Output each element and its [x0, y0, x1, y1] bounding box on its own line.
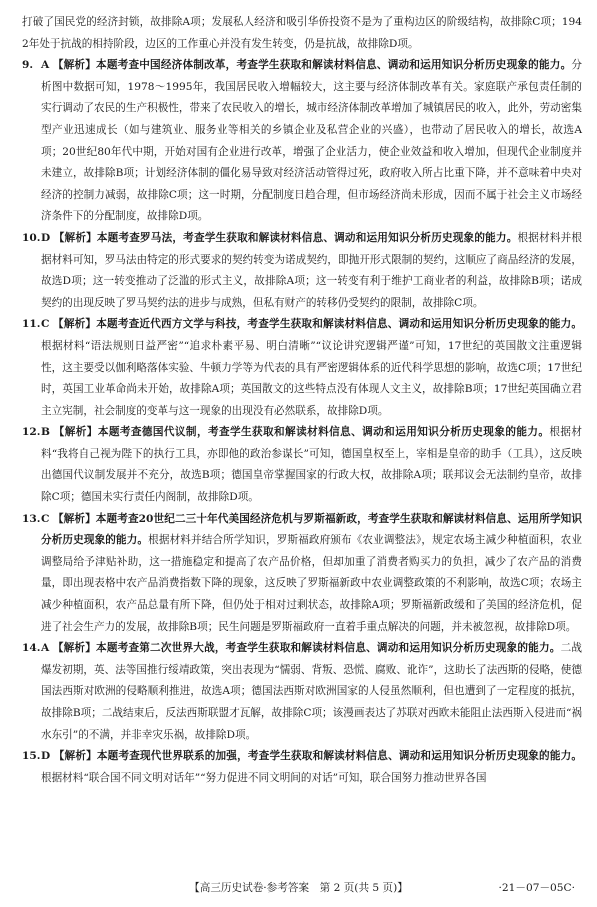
question-number: 10.	[22, 231, 41, 244]
analysis-tag: 【解析】	[53, 231, 97, 244]
explanation-lead: 本题考查罗马法，考查学生获取和解读材料信息、调动和运用知识分析历史现象的能力。	[96, 231, 518, 244]
answer-item	[22, 314, 582, 422]
analysis-tag: 【解析】	[52, 59, 97, 72]
question-number: 12.	[22, 426, 41, 439]
explanation-lead: 本题考查中国经济体制改革，考查学生获取和解读材料信息、调动和运用知识分析历史现象的能力。	[96, 59, 572, 72]
explanation-paragraph	[41, 746, 582, 789]
analysis-tag: 【解析】	[53, 750, 97, 763]
question-number: 15.	[22, 750, 41, 763]
explanation-body: 根据材料“我将自己视为陛下的执行工具，亦即他的政治参谋长”可知，德国皇权至上，宰相是皇帝的助手（工具），这反映出德国代议制发展并不充分，故选B项；德国皇帝掌握国家的行政大权，故排除A项；联邦议会无法制约皇帝，故排除C项；德国未实行责任内阁制，故排除D项。	[41, 426, 583, 504]
explanation-paragraph	[41, 55, 582, 228]
explanation-body: 根据材料并结合所学知识，罗斯福政府颁布《农业调整法》，规定农场主减少种植面积，农业调整局给予津贴补助，这一措施稳定和提高了农产品价格，但却加重了消费者购买力的负担，减少了农产品的消费量，即出现表格中农产品消费指数下降的现象，这反映了罗斯福新政中农业调整政策的不利影响，故选C项；农场主减少种植面积，农产品总量有所下降，但仍处于相对过剩状态，故排除A项；罗斯福新政缓和了美国的经济危机，促进了社会生产力的发展，故排除B项；民生问题是罗斯福政府一直着手重点解决的问题，并未被忽视，故排除D项。	[41, 534, 582, 633]
answer-item	[22, 746, 582, 789]
analysis-tag: 【解析】	[52, 512, 96, 525]
explanation-lead: 本题考查德国代议制，考查学生获取和解读材料信息、调动和运用知识分析历史现象的能力。	[97, 426, 550, 439]
answer-letter: A	[41, 642, 50, 655]
answer-item	[22, 55, 582, 228]
analysis-tag: 【解析】	[52, 642, 97, 655]
answer-letter: C	[41, 318, 50, 331]
question-number: 13.	[22, 512, 41, 525]
explanation-lead: 本题考查第二次世界大战，考查学生获取和解读材料信息、调动和运用知识分析历史现象的能力。	[96, 642, 561, 655]
answer-letter: A	[41, 59, 50, 72]
footer-page-label: 【高三历史试卷·参考答案 第 2 页(共 5 页)】	[189, 882, 408, 894]
answer-items	[22, 55, 582, 789]
explanation-paragraph	[41, 422, 582, 508]
explanation-lead: 本题考查20世纪二三十年代美国经济危机与罗斯福新政，考查学生获取和解读材料信息、运用所学知识分析历史现象的能力。	[41, 512, 582, 547]
explanation-body: 二战爆发初期，英、法等国推行绥靖政策，突出表现为“懦弱、背叛、恐慌、腐败、讹诈”，这助长了法西斯的侵略，使德国法西斯对欧洲的侵略顺利推进，故选A项；德国法西斯对欧洲国家的人侵虽然顺利，但也遭到了一定程度的抵抗，故排除B项；二战结束后，反法西斯联盟才瓦解，故排除C项；该漫画表达了苏联对西欧未能阻止法西斯入侵进而“祸水东引”的不满，并非幸灾乐祸，故排除D项。	[41, 642, 583, 741]
answer-content	[22, 12, 582, 789]
explanation-body: 根据材料“联合国不同文明对话年”“努力促进不同文明间的对话”可知，联合国努力推动世界各国	[41, 771, 487, 784]
explanation-paragraph	[41, 228, 582, 314]
explanation-lead: 本题考查现代世界联系的加强，考查学生获取和解读材料信息、调动和运用知识分析历史现象的能力。	[96, 750, 582, 763]
explanation-paragraph	[41, 509, 582, 639]
answer-letter: D	[41, 231, 51, 244]
footer-code: ·21－07－05C·	[498, 882, 575, 894]
explanation-lead: 本题考查近代西方文学与科技，考查学生获取和解读材料信息、调动和运用知识分析历史现象的能力。	[96, 318, 582, 331]
explanation-paragraph	[41, 638, 582, 746]
answer-item	[22, 509, 582, 639]
explanation-body: 根据材料“语法规则日益严密”“追求朴素平易、明白清晰”“议论讲究逻辑严谨”可知，17世纪的英国散文注重逻辑性，这主要受以伽利略落体实验、牛顿力学等为代表的具有严密逻辑体系的近代科学思想的影响，故选C项；17世纪时，英国工业革命尚未开始，故排除A项；英国散文的这些特点没有体现人文主义，故排除B项；17世纪英国确立君主立宪制，社会制度的变革与这一现象的出现没有必然联系，故排除D项。	[41, 339, 582, 417]
answer-letter: C	[41, 512, 50, 525]
explanation-body: 分析图中数据可知，1978～1995年，我国居民收入增幅较大，这主要与经济体制改革有关。家庭联产承包责任制的实行调动了农民的生产积极性，带来了农民收入的增长，城市经济体制改革增加了城镇居民的收入，此外，劳动密集型产业迅速成长（如与建筑业、服务业等相关的乡镇企业及私营企业的兴盛），也带动了居民收入的增长，故选A项；20世纪80年代中期，开始对国有企业进行改革，增强了企业活力，使企业效益和收入增加，但现代企业制度并未建立，故排除B项；计划经济体制的僵化易导致对经济活动管得过死，政府收入所占比重下降，并不意味着中央对经济的控制力减弱，故排除C项；这一时期，分配制度日趋合理，但市场经济尚未形成，因而不属于社会主义市场经济条件下的分配制度，故排除D项。	[41, 59, 582, 223]
answer-item	[22, 638, 582, 746]
analysis-tag: 【解析】	[53, 426, 98, 439]
answer-letter: B	[41, 426, 50, 439]
question-number: 9.	[22, 59, 34, 72]
answer-item	[22, 422, 582, 508]
explanation-paragraph	[41, 314, 582, 422]
page-footer	[0, 878, 597, 898]
question-number: 11.	[22, 318, 41, 331]
answer-letter: D	[41, 750, 51, 763]
answer-item	[22, 228, 582, 314]
explanation-body: 根据材料并根据材料可知，罗马法由特定的形式要求的契约转变为诺成契约，即抛开形式限制的契约，这顺应了商品经济的发展，故选D项；这一转变推动了泛滥的形式主义，故排除A项；这一转变有利于维护工商业者的利益，故排除B项；诺成契约的出现反映了罗马契约法的进步与成熟，但私有财产的转移仍受契约的限制，故排除C项。	[41, 231, 583, 309]
intro-paragraph: 打破了国民党的经济封锁，故排除A项；发展私人经济和吸引华侨投资不是为了重构边区的阶级结构，故排除C项；1942年处于抗战的相持阶段，边区的工作重心并没有发生转变，仍是抗战，故排除D项。	[22, 16, 582, 50]
question-number: 14.	[22, 642, 41, 655]
analysis-tag: 【解析】	[53, 318, 97, 331]
